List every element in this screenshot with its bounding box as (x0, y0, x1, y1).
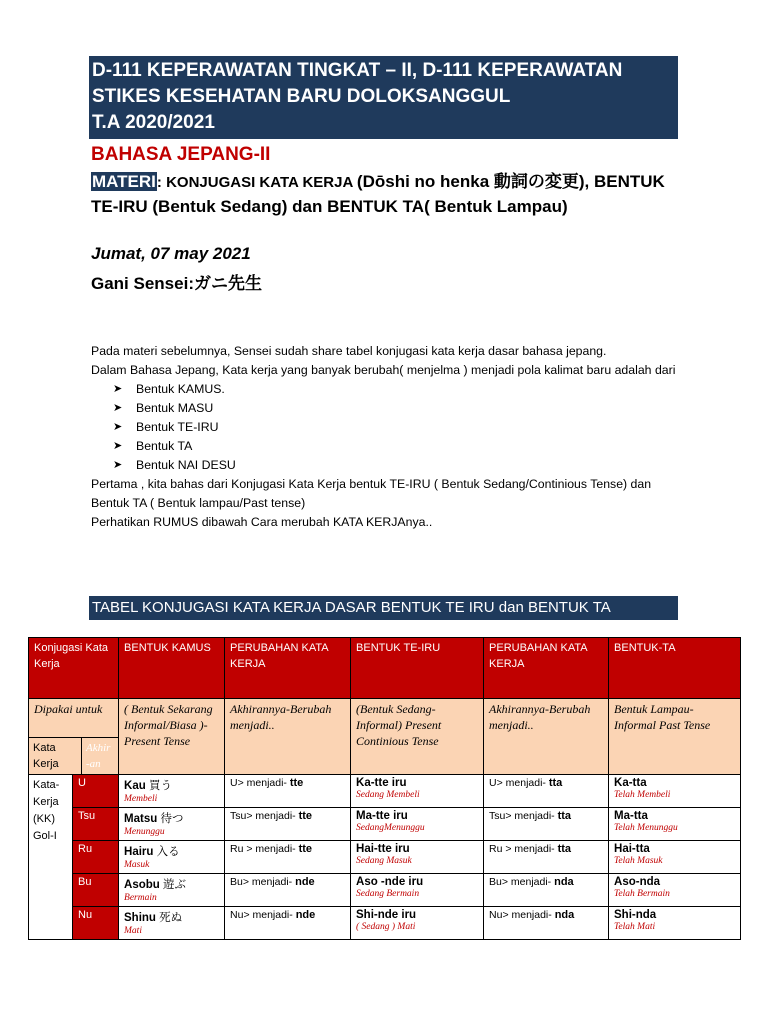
table-body (29, 775, 741, 940)
arrow-bullet-icon: ➤ (113, 421, 123, 433)
intro-p2: Dalam Bahasa Jepang, Kata kerja yang banyak berubah( menjelma ) menjadi pola kalimat baru adalah dari (91, 363, 676, 377)
table-header-row (29, 638, 741, 699)
table-row (29, 874, 741, 907)
sub-change-2-desc: Akhirannya-Berubah menjadi.. (484, 699, 609, 775)
conjugation-table (28, 637, 741, 940)
arrow-bullet-icon: ➤ (113, 383, 123, 395)
ending-cell: Bu (73, 874, 119, 907)
ta-cell: Aso-nda Telah Bermain (609, 874, 741, 907)
intro-p1: Pada materi sebelumnya, Sensei sudah share tabel konjugasi kata kerja dasar bahasa jepang. (91, 344, 607, 358)
teiru-cell: Hai-tte iru Sedang Masuk (351, 841, 484, 874)
change-2-cell: Bu> menjadi- nda (484, 874, 609, 907)
change-1-cell: Ru > menjadi- tte (225, 841, 351, 874)
change-2-cell: U> menjadi- tta (484, 775, 609, 808)
sub-akhiran: Akhir -an (82, 738, 119, 775)
group-label: Kata-Kerja (KK) Gol-I (29, 775, 73, 940)
materi-tag: MATERI (92, 172, 156, 191)
change-1-cell: Nu> menjadi- nde (225, 907, 351, 940)
header-change-1: PERUBAHAN KATA KERJA (225, 638, 351, 699)
change-2-cell: Nu> menjadi- nda (484, 907, 609, 940)
date-line: Jumat, 07 may 2021 (91, 244, 251, 263)
teiru-cell: Ma-tte iru SedangMenunggu (351, 808, 484, 841)
table-title: TABEL KONJUGASI KATA KERJA DASAR BENTUK TE IRU dan BENTUK TA (89, 596, 678, 620)
header-line-1: D-111 KEPERAWATAN TINGKAT – II, D-111 KEPERAWATAN (92, 60, 623, 81)
intro-p4: Perhatikan RUMUS dibawah Cara merubah KATA KERJAnya.. (91, 515, 433, 529)
kamus-cell: Shinu 死ぬ Mati (119, 907, 225, 940)
materi-rest: (Dōshi no henka 動詞の変更), BENTUK TE-IRU (Bentuk Sedang) dan BENTUK TA( Bentuk Lampau) (91, 172, 665, 216)
change-1-cell: Bu> menjadi- nde (225, 874, 351, 907)
table-row (29, 808, 741, 841)
kamus-cell: Hairu 入る Masuk (119, 841, 225, 874)
header-konjugasi: Konjugasi Kata Kerja (29, 638, 119, 699)
table-row (29, 907, 741, 940)
teiru-cell: Shi-nde iru ( Sedang ) Mati (351, 907, 484, 940)
header-kamus: BENTUK KAMUS (119, 638, 225, 699)
sub-dipakai: Dipakai untuk (34, 702, 103, 716)
list-item: ➤ Bentuk NAI DESU (113, 456, 681, 475)
ending-cell: Ru (73, 841, 119, 874)
change-1-cell: U> menjadi- tte (225, 775, 351, 808)
arrow-bullet-icon: ➤ (113, 459, 123, 471)
list-item: ➤ Bentuk MASU (113, 399, 681, 418)
sub-change-1-desc: Akhirannya-Berubah menjadi.. (225, 699, 351, 775)
list-item: ➤ Bentuk TA (113, 437, 681, 456)
document-header (89, 56, 678, 139)
materi-topic: : KONJUGASI KATA KERJA (156, 174, 357, 191)
change-2-cell: Tsu> menjadi- tta (484, 808, 609, 841)
sub-teiru-desc: (Bentuk Sedang-Informal) Present Continious Tense (351, 699, 484, 775)
intro-p3: Pertama , kita bahas dari Konjugasi Kata Kerja bentuk TE-IRU ( Bentuk Sedang/Continious Tense) dan Bentuk TA ( Bentuk lampau/Past tense) (91, 477, 652, 510)
sub-ta-desc: Bentuk Lampau-Informal Past Tense (609, 699, 741, 775)
arrow-bullet-icon: ➤ (113, 440, 123, 452)
list-item: ➤ Bentuk TE-IRU (113, 418, 681, 437)
header-line-3: T.A 2020/2021 (92, 112, 215, 133)
header-teiru: BENTUK TE-IRU (351, 638, 484, 699)
header-line-2: STIKES KESEHATAN BARU DOLOKSANGGUL (92, 86, 511, 107)
table-row (29, 841, 741, 874)
kamus-cell: Asobu 遊ぶ Bermain (119, 874, 225, 907)
ta-cell: Ma-tta Telah Menunggu (609, 808, 741, 841)
ending-cell: U (73, 775, 119, 808)
table-subheader-row (29, 699, 741, 775)
arrow-bullet-icon: ➤ (113, 402, 123, 414)
teiru-cell: Ka-tte iru Sedang Membeli (351, 775, 484, 808)
ending-cell: Tsu (73, 808, 119, 841)
ta-cell: Hai-tta Telah Masuk (609, 841, 741, 874)
sub-split-table (29, 737, 118, 774)
ending-cell: Nu (73, 907, 119, 940)
list-item: ➤ Bentuk KAMUS. (113, 380, 681, 399)
sub-usage-cell (29, 699, 119, 775)
sub-kata-kerja: Kata Kerja (29, 738, 82, 775)
intro-section (91, 342, 681, 532)
header-ta: BENTUK-TA (609, 638, 741, 699)
form-list (91, 380, 681, 475)
sub-kamus-desc: ( Bentuk Sekarang Informal/Biasa )-Present Tense (119, 699, 225, 775)
table-row (29, 775, 741, 808)
header-change-2: PERUBAHAN KATA KERJA (484, 638, 609, 699)
teiru-cell: Aso -nde iru Sedang Bermain (351, 874, 484, 907)
kamus-cell: Matsu 待つ Menunggu (119, 808, 225, 841)
change-2-cell: Ru > menjadi- tta (484, 841, 609, 874)
teacher-line: Gani Sensei:ガニ先生 (91, 274, 262, 293)
ta-cell: Shi-nda Telah Mati (609, 907, 741, 940)
kamus-cell: Kau 買う Membeli (119, 775, 225, 808)
subject-title: BAHASA JEPANG-II (91, 144, 271, 165)
materi-line (91, 170, 691, 219)
ta-cell: Ka-tta Telah Membeli (609, 775, 741, 808)
change-1-cell: Tsu> menjadi- tte (225, 808, 351, 841)
